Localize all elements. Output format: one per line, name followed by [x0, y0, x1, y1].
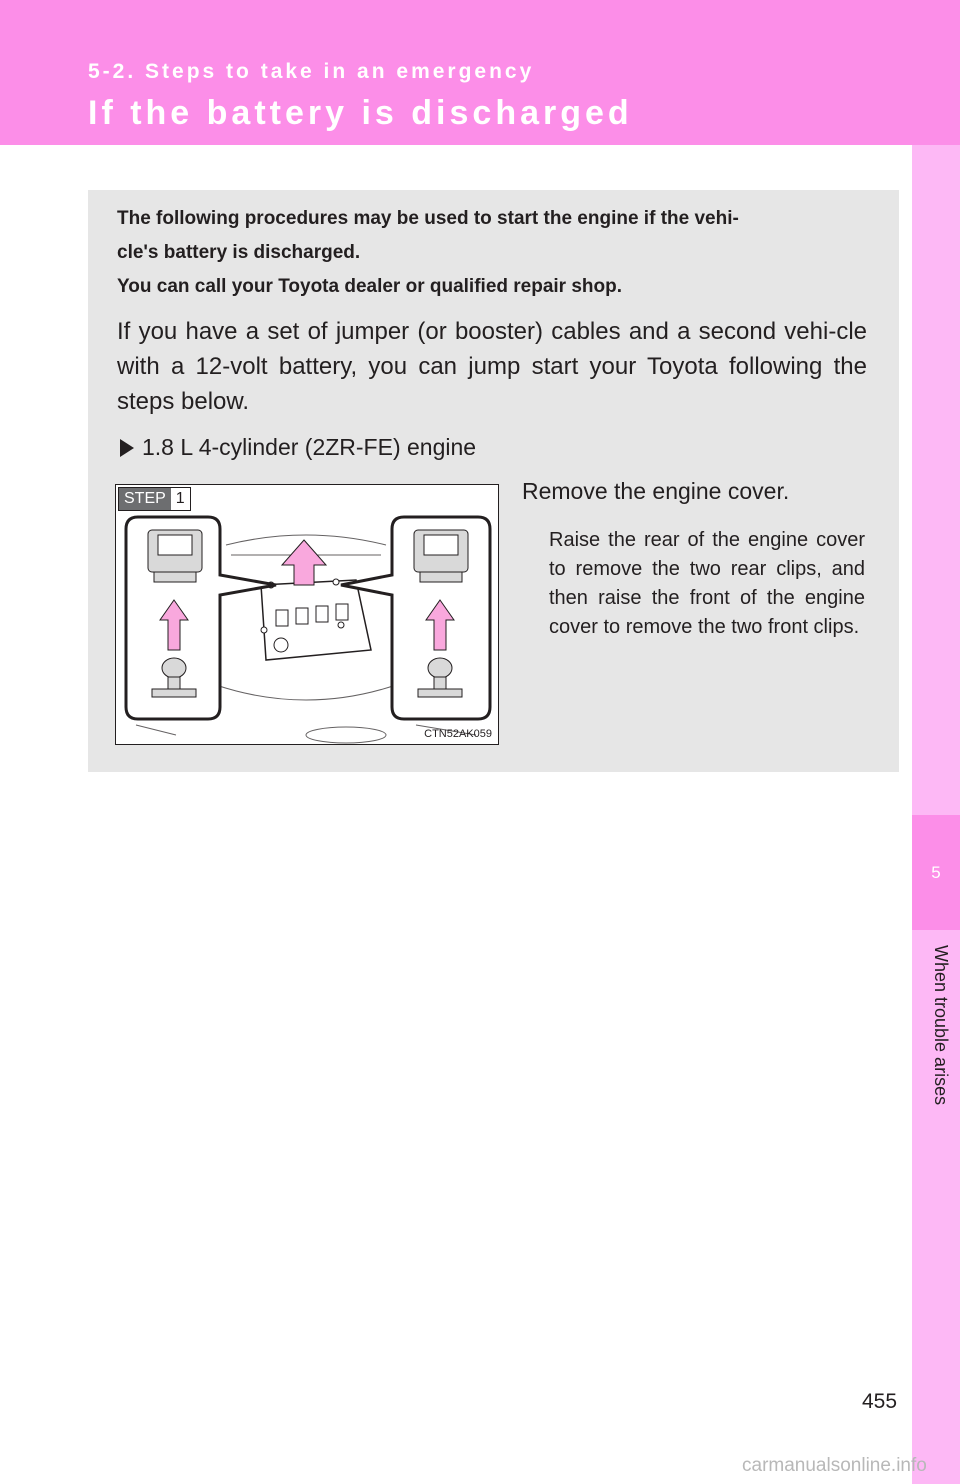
page-number: 455: [862, 1390, 898, 1413]
figure-code: CTN52AK059: [424, 728, 492, 740]
body-paragraph: If you have a set of jumper (or booster) cables and a second vehi-cle with a 12-volt battery, you can jump start your Toyota following the steps below.: [117, 318, 867, 415]
chapter-number: 5: [912, 815, 960, 930]
step-badge: [118, 487, 191, 511]
section-label: 5-2. Steps to take in an emergency: [88, 60, 535, 83]
step-badge-label: STEP: [119, 488, 171, 510]
page-title: If the battery is discharged: [88, 94, 633, 132]
step-title: Remove the engine cover.: [522, 478, 790, 504]
engine-label: 1.8 L 4-cylinder (2ZR-FE) engine: [142, 434, 477, 460]
intro-line: You can call your Toyota dealer or qualified repair shop.: [117, 276, 623, 297]
engine-bullet: [120, 434, 476, 461]
triangle-bullet-icon: [120, 439, 134, 457]
step-badge-number: 1: [171, 488, 190, 510]
intro-line: The following procedures may be used to start the engine if the vehi-: [117, 208, 739, 229]
engine-diagram-icon: [116, 485, 499, 745]
chapter-label: When trouble arises: [931, 945, 951, 1106]
intro-line: cle's battery is discharged.: [117, 242, 361, 263]
watermark: carmanualsonline.info: [742, 1455, 927, 1476]
engine-cover-illustration: [115, 484, 499, 745]
step-detail: Raise the rear of the engine cover to remove the two rear clips, and then raise the front of the engine cover to remove the two front clips.: [549, 529, 865, 638]
intro-text: [117, 202, 872, 304]
